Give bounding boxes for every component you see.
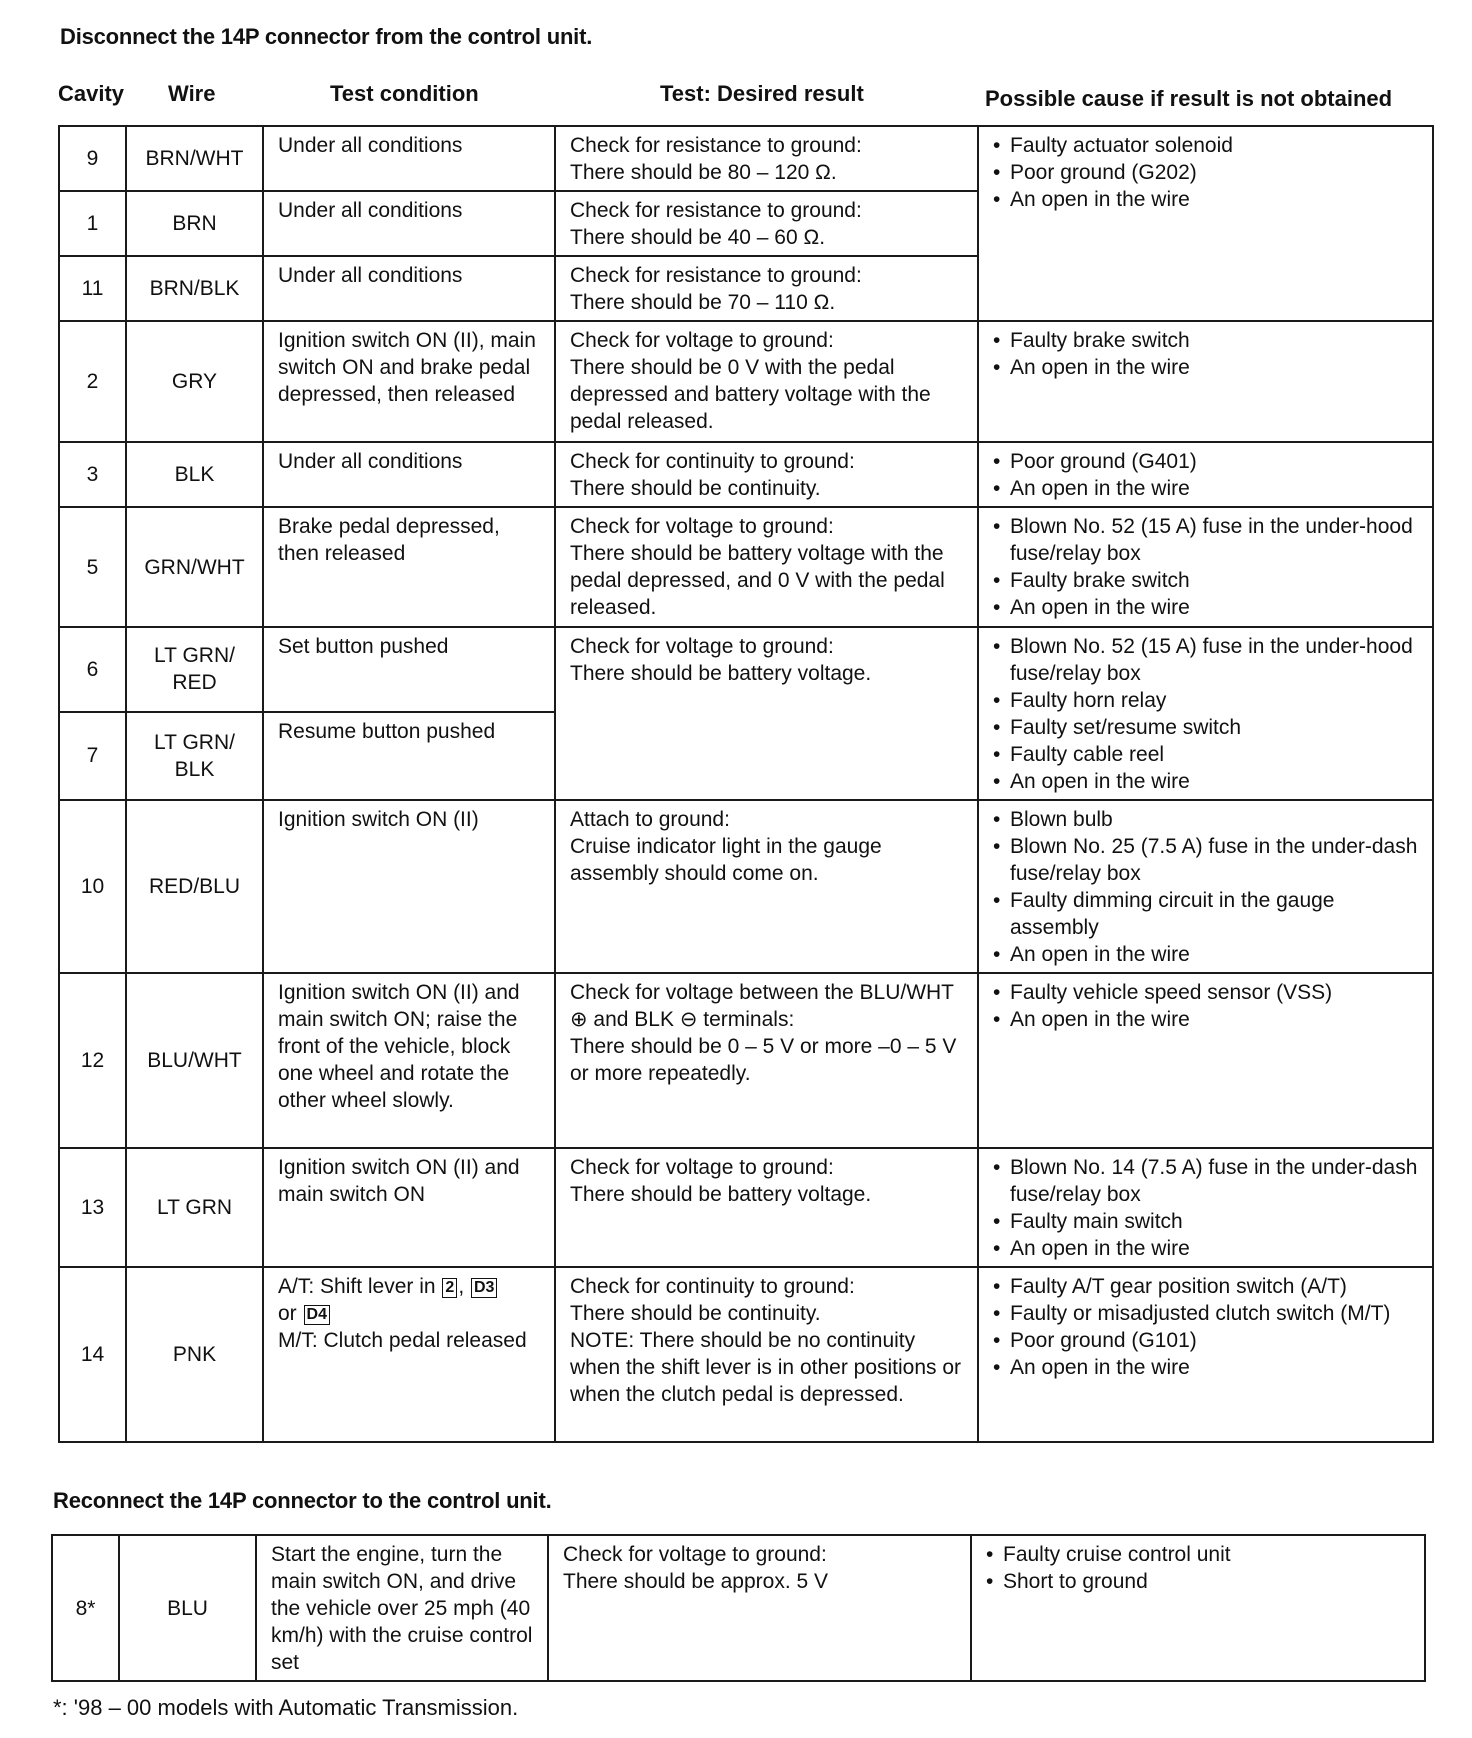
shift-position-2-symbol: 2 xyxy=(442,1278,457,1298)
condition-cell: Ignition switch ON (II), main switch ON and brake pedal depressed, then released xyxy=(263,321,555,442)
cause-list xyxy=(993,806,1420,968)
table-row xyxy=(59,442,1433,507)
wire-cell: BRN/BLK xyxy=(126,256,263,321)
cause-item: • Blown No. 25 (7.5 A) fuse in the under-dash fuse/relay box xyxy=(993,833,1420,887)
wire-cell: LT GRN xyxy=(126,1148,263,1267)
result-cell: Check for voltage to ground: There should be battery voltage. xyxy=(555,627,978,800)
cavity-cell: 5 xyxy=(59,507,126,627)
result-cell: Check for resistance to ground: There should be 70 – 110 Ω. xyxy=(555,256,978,321)
cause-item: • An open in the wire xyxy=(993,768,1420,795)
wire-cell: BLU xyxy=(119,1535,256,1681)
wire-cell: BRN/WHT xyxy=(126,126,263,191)
wire-cell: RED/BLU xyxy=(126,800,263,973)
cause-item: • Faulty actuator solenoid xyxy=(993,132,1420,159)
cause-item: • Faulty or misadjusted clutch switch (M/T) xyxy=(993,1300,1420,1327)
cause-item: • Faulty brake switch xyxy=(993,327,1420,354)
cause-item: • Faulty set/resume switch xyxy=(993,714,1420,741)
cavity-cell: 9 xyxy=(59,126,126,191)
cause-item: • Faulty brake switch xyxy=(993,567,1420,594)
cavity-cell: 12 xyxy=(59,973,126,1148)
cause-item: • An open in the wire xyxy=(993,1354,1420,1381)
shift-position-d3-symbol: D3 xyxy=(471,1278,497,1298)
cavity-cell: 1 xyxy=(59,191,126,256)
result-cell: Check for voltage to ground: There should be 0 V with the pedal depressed and battery voltage with the pedal released. xyxy=(555,321,978,442)
condition-cell: Under all conditions xyxy=(263,191,555,256)
cause-item: • Faulty cruise control unit xyxy=(986,1541,1412,1568)
result-cell: Check for voltage to ground: There should be approx. 5 V xyxy=(548,1535,971,1681)
result-cell: Check for continuity to ground: There should be continuity. NOTE: There should be no continuity when the shift lever is in other positions or when the clutch pedal is depressed. xyxy=(555,1267,978,1442)
col-header-cavity: Cavity xyxy=(58,81,125,106)
wire-cell: PNK xyxy=(126,1267,263,1442)
table-row xyxy=(59,1267,1433,1442)
wire-cell: GRY xyxy=(126,321,263,442)
col-header-possible-cause: Possible cause if result is not obtained xyxy=(985,86,1393,111)
condition-cell: Under all conditions xyxy=(263,442,555,507)
cause-cell xyxy=(978,1267,1433,1442)
cavity-cell: 14 xyxy=(59,1267,126,1442)
condition-cell: Resume button pushed xyxy=(263,712,555,800)
cause-item: • An open in the wire xyxy=(993,941,1420,968)
cause-list xyxy=(993,327,1420,381)
wire-cell: GRN/WHT xyxy=(126,507,263,627)
result-cell: Check for resistance to ground: There should be 80 – 120 Ω. xyxy=(555,126,978,191)
disconnect-heading: Disconnect the 14P connector from the control unit. xyxy=(60,24,593,49)
cavity-cell: 10 xyxy=(59,800,126,973)
cause-list xyxy=(993,132,1420,213)
table-row xyxy=(59,321,1433,442)
cavity-cell: 13 xyxy=(59,1148,126,1267)
table-row xyxy=(59,1148,1433,1267)
cause-item: • Blown bulb xyxy=(993,806,1420,833)
reconnect-heading: Reconnect the 14P connector to the control unit. xyxy=(53,1488,552,1513)
condition-cell: Under all conditions xyxy=(263,256,555,321)
cause-item: • Short to ground xyxy=(986,1568,1412,1595)
condition-separator: , xyxy=(458,1275,465,1298)
cause-cell xyxy=(978,973,1433,1148)
cause-item: • Blown No. 52 (15 A) fuse in the under-hood fuse/relay box xyxy=(993,633,1420,687)
cause-cell xyxy=(971,1535,1425,1681)
result-cell: Check for continuity to ground: There should be continuity. xyxy=(555,442,978,507)
cause-cell xyxy=(978,507,1433,627)
result-cell: Attach to ground: Cruise indicator light in the gauge assembly should come on. xyxy=(555,800,978,973)
cause-item: • An open in the wire xyxy=(993,354,1420,381)
col-header-test-condition: Test condition xyxy=(330,81,479,106)
condition-cell: Brake pedal depressed, then released xyxy=(263,507,555,627)
cause-list xyxy=(986,1541,1412,1595)
condition-prefix: A/T: Shift lever in xyxy=(278,1275,436,1298)
condition-cell: Ignition switch ON (II) and main switch ON xyxy=(263,1148,555,1267)
cause-item: • Faulty horn relay xyxy=(993,687,1420,714)
footnote: *: '98 – 00 models with Automatic Transmission. xyxy=(53,1695,519,1720)
wire-cell: BRN xyxy=(126,191,263,256)
condition-cell xyxy=(263,1267,555,1442)
cause-cell xyxy=(978,800,1433,973)
cause-item: • Blown No. 52 (15 A) fuse in the under-hood fuse/relay box xyxy=(993,513,1420,567)
cavity-cell: 8* xyxy=(52,1535,119,1681)
result-cell: Check for voltage between the BLU/WHT ⊕ and BLK ⊖ terminals: There should be 0 – 5 V or more –0 – 5 V or more repeatedly. xyxy=(555,973,978,1148)
result-cell: Check for voltage to ground: There should be battery voltage with the pedal depressed, and 0 V with the pedal released. xyxy=(555,507,978,627)
cause-list xyxy=(993,1273,1420,1381)
condition-cell: Ignition switch ON (II) and main switch ON; raise the front of the vehicle, block one wheel and rotate the other wheel slowly. xyxy=(263,973,555,1148)
shift-position-d4-symbol: D4 xyxy=(304,1305,330,1325)
cause-item: • Poor ground (G101) xyxy=(993,1327,1420,1354)
cause-list xyxy=(993,513,1420,621)
table-row xyxy=(59,973,1433,1148)
cause-item: • An open in the wire xyxy=(993,186,1420,213)
test-table xyxy=(58,125,1434,1443)
cause-list xyxy=(993,633,1420,795)
cause-list xyxy=(993,1154,1420,1262)
table-row xyxy=(59,126,1433,191)
cause-item: • Blown No. 14 (7.5 A) fuse in the under-dash fuse/relay box xyxy=(993,1154,1420,1208)
table-row xyxy=(59,627,1433,712)
condition-cell: Start the engine, turn the main switch ON, and drive the vehicle over 25 mph (40 km/h) with the cruise control set xyxy=(256,1535,548,1681)
cause-item: • Faulty main switch xyxy=(993,1208,1420,1235)
cause-list xyxy=(993,979,1420,1033)
cause-item: • An open in the wire xyxy=(993,594,1420,621)
cause-item: • Faulty A/T gear position switch (A/T) xyxy=(993,1273,1420,1300)
result-cell: Check for voltage to ground: There should be battery voltage. xyxy=(555,1148,978,1267)
wire-cell: LT GRN/ RED xyxy=(126,627,263,712)
cavity-cell: 3 xyxy=(59,442,126,507)
col-header-desired-result: Test: Desired result xyxy=(660,81,864,106)
cause-item: • An open in the wire xyxy=(993,475,1420,502)
cavity-cell: 11 xyxy=(59,256,126,321)
table-row xyxy=(59,507,1433,627)
cavity-cell: 6 xyxy=(59,627,126,712)
condition-separator: or xyxy=(278,1302,297,1325)
cause-cell xyxy=(978,1148,1433,1267)
table-row xyxy=(59,800,1433,973)
cause-item: • Faulty dimming circuit in the gauge assembly xyxy=(993,887,1420,941)
condition-cell: Under all conditions xyxy=(263,126,555,191)
cause-cell xyxy=(978,442,1433,507)
cause-item: • Faulty vehicle speed sensor (VSS) xyxy=(993,979,1420,1006)
cause-cell xyxy=(978,627,1433,800)
wire-cell: BLK xyxy=(126,442,263,507)
condition-cell: Ignition switch ON (II) xyxy=(263,800,555,973)
cavity-cell: 7 xyxy=(59,712,126,800)
cause-item: • Faulty cable reel xyxy=(993,741,1420,768)
cause-item: • An open in the wire xyxy=(993,1235,1420,1262)
cause-item: • Poor ground (G401) xyxy=(993,448,1420,475)
reconnect-table xyxy=(51,1534,1426,1682)
cause-cell xyxy=(978,126,1433,321)
condition-mt-text: M/T: Clutch pedal released xyxy=(278,1329,527,1352)
cavity-cell: 2 xyxy=(59,321,126,442)
result-cell: Check for resistance to ground: There should be 40 – 60 Ω. xyxy=(555,191,978,256)
wire-cell: LT GRN/ BLK xyxy=(126,712,263,800)
table-row xyxy=(52,1535,1425,1681)
col-header-wire: Wire xyxy=(168,81,216,106)
cause-item: • An open in the wire xyxy=(993,1006,1420,1033)
wire-cell: BLU/WHT xyxy=(126,973,263,1148)
cause-cell xyxy=(978,321,1433,442)
cause-list xyxy=(993,448,1420,502)
condition-cell: Set button pushed xyxy=(263,627,555,712)
cause-item: • Poor ground (G202) xyxy=(993,159,1420,186)
